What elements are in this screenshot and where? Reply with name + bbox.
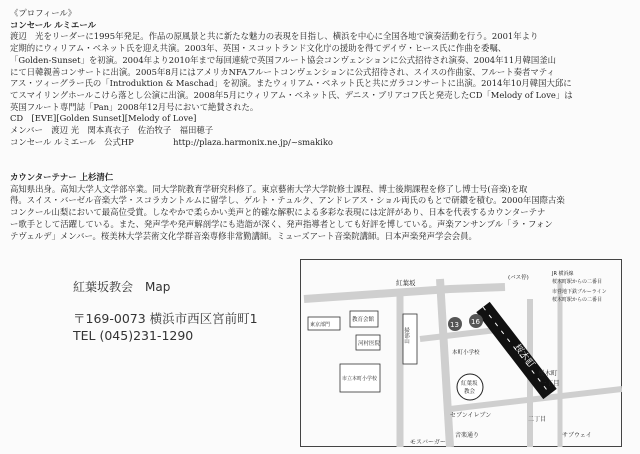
profile-section-title: 《プロフィール》: [10, 8, 77, 18]
profile-line: てスマイリングホールこけら落とし公演に出演。2008年5月にウィリアム・ベネット氏、デニス・ブリアコフ氏と発売したCD「Melody of Love」は: [10, 89, 573, 100]
map-label-jr-2: 桜木町駅からの二番目: [552, 279, 603, 285]
map-label-route16: 16: [471, 318, 480, 326]
counter-line: コンクール山梨において最高位受賞。しなやかで柔らかい美声と的確な解釈による多彩な表現には定評があり、日本を代表するカウンターテナ: [10, 207, 546, 218]
homepage-label: コンセール ルミエール 公式HP: [10, 136, 134, 147]
cd-line: CD [EVE][Golden Sunset][Melody of Love]: [10, 113, 197, 124]
profile-line: 「Golden-Sunset」を初演。2004年より2010年まで毎回連続で英国フルート協会コンヴェンションに公式招待され演奏、2004年11月韓国釜山: [10, 54, 557, 65]
profile-line: アス・ツィーグラー氏の「Introduktion & Maschad」を初演。またウィリアム・ベネット氏と共にガラコンサートに出演。2014年10月韓国大邱に: [10, 78, 572, 89]
map-label-nichome: 二丁目: [528, 416, 547, 423]
church-telephone: TEL (045)231-1290: [73, 328, 194, 343]
church-info: [73, 278, 258, 344]
map-label-mos: モスバーガー: [410, 439, 446, 446]
map-label-kyoiku: 教育会館: [352, 317, 375, 323]
counter-tenor-heading: カウンターテナー 上杉清仁: [10, 172, 114, 182]
map-label-church-2: 教会: [464, 389, 476, 395]
map-label-sakuragicho-rail: 桜木町: [511, 342, 537, 371]
profile-line: 定期的にウィリアム・ベネット氏を迎え共演。2003年、英国・スコットランド文化庁の援助を得てデイヴ・ヒース氏に作曲を委嘱、: [10, 43, 507, 54]
church-map-title: 紅葉坂教会 Map: [73, 280, 171, 294]
profile-line: にて日韓親善コンサートに出演。2005年8月にはアメリカNFAフルートコンヴェンションに公式招待され、スイスの作曲家、フルート奏者マティ: [10, 66, 555, 77]
map-label-kawamura: 河村医院: [358, 341, 381, 347]
map-label-kamonyama: 掃部山: [403, 327, 409, 344]
map-label-subway: サブウェイ: [562, 432, 592, 439]
homepage-link[interactable]: http://plaza.harmonix.ne.jp/~smakiko: [173, 136, 333, 147]
counter-line: 得。スイス・バーゼル音楽大学・スコラカントルムに留学し、ゲルト・テュルク、アンドレアス・ショル両氏のもとで研鑽を積む。2000年国際古楽: [10, 195, 565, 206]
church-marker: [457, 374, 483, 400]
church-postal-address: 〒169-0073 横浜市西区宮前町1: [73, 311, 258, 326]
counter-tenor-section: [10, 172, 630, 242]
homepage-line: [10, 137, 630, 149]
map-label-jr: JR 横浜線: [552, 271, 574, 277]
counter-line: ー歌手として活躍している。また、発声学や発声解剖学にも造詣が深く、発声指導者としても好評を博している。声楽アンサンブル「ラ・フォン: [10, 218, 553, 229]
group-name: コンセール ルミエール: [10, 19, 96, 30]
profile-section: [10, 8, 630, 148]
profile-line: 渡辺 光をリーダーに1995年発足。作品の原風景と共に新たな魅力の表現を目指し、横浜を中心に全国各地で演奏活動を行う。2001年より: [10, 31, 539, 42]
access-map: [300, 259, 622, 447]
map-label-route13: 13: [450, 321, 459, 329]
counter-line: テヴェルデ」メンバー。桜美林大学芸術文化学群音楽専修非常勤講師。ミューズアート音楽院講師。日本声楽発声学会会員。: [10, 230, 477, 241]
map-label-sakuragicho-station: 桜木町: [538, 369, 558, 377]
map-label-school: 市立本町小学校: [342, 376, 378, 382]
map-label-city: 市営地下鉄ブルーライン: [552, 289, 607, 295]
map-label-seven: セブンイレブン: [450, 412, 492, 419]
map-label-koyozaka: 紅葉坂: [396, 279, 416, 287]
map-label-church: 紅葉坂: [461, 381, 478, 387]
map-label-city-2: 桜木町駅からの二番目: [552, 297, 603, 303]
map-label-bus: (バス停): [508, 275, 529, 281]
counter-line: 高知県出身。高知大学人文学部卒業。同大学院教育学研究科修了。東京藝術大学大学院修士課程、博士後期課程を修了し博士号(音楽)を取: [10, 183, 528, 194]
map-label-honcho-iriguchi: 本町小学校: [452, 350, 480, 356]
map-label-ongaku: 音楽通り: [455, 432, 480, 439]
map-label-box: 東京部門: [310, 322, 331, 328]
members-line: メンバー 渡辺 光 関本真衣子 佐治牧子 福田穂子: [10, 125, 214, 136]
profile-line: 英国フルート専門誌「Pan」2008年12月号において絶賛された。: [10, 101, 259, 112]
map-label-ichome: 一丁目: [540, 379, 560, 387]
access-map-drawing: [300, 259, 622, 447]
